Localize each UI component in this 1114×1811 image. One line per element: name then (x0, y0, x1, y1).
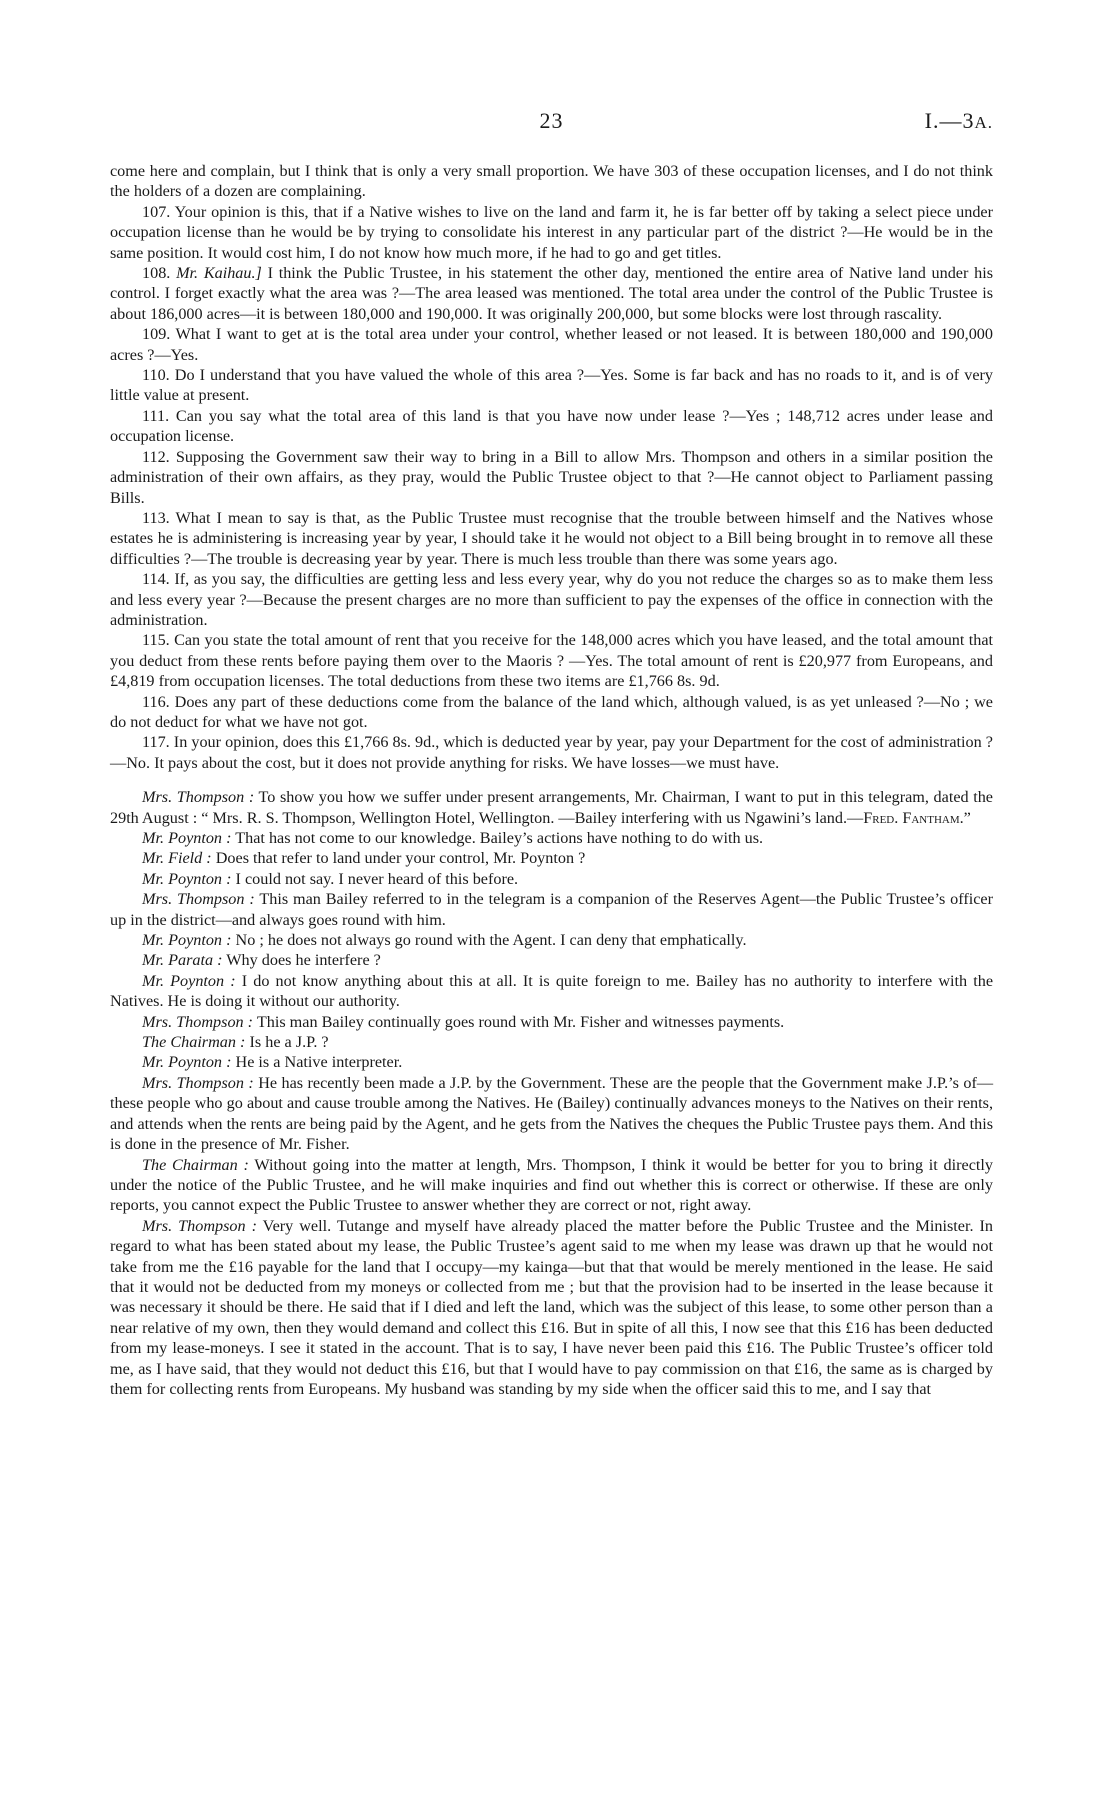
paper-reference-main: I.—3 (924, 108, 975, 133)
speaker-name: Mrs. Thompson : (142, 1216, 257, 1235)
closing-quote: ” (963, 808, 971, 827)
question-111: 111. Can you say what the total area of this land is that you have now under lease ?—Yes ; 148,712 acres under lease and occupation license. (110, 406, 993, 446)
dialogue-entry (110, 869, 993, 889)
speaker-name: Mr. Field : (142, 849, 212, 868)
paper-reference (925, 108, 993, 134)
section-gap (110, 773, 993, 787)
dialogue-entry (110, 848, 993, 868)
dialogue-text: He is a Native interpreter. (235, 1053, 403, 1072)
dialogue-text: To show you how we suffer under present arrangements, Mr. Chairman, I want to put in this telegram, dated the 29th August : “ Mrs. R. S. Thompson, Wellington Hotel, Wellington. —Bailey interfering with us Ngawini’s land.— (110, 788, 993, 827)
dialogue-entry (110, 971, 993, 1012)
dialogue-entry (110, 1155, 993, 1216)
body-text (110, 161, 993, 1399)
speaker-name: The Chairman : (142, 1155, 249, 1174)
speaker-name: Mr. Poynton : (142, 829, 232, 847)
page-header (110, 108, 993, 138)
dialogue-text: Why does he interfere ? (226, 951, 381, 970)
question-109: 109. What I want to get at is the total area under your control, whether leased or not leased. It is between 180,000 and 190,000 acres ?—Yes. (110, 325, 993, 364)
dialogue-entry (110, 950, 993, 970)
dialogue-entry (110, 1032, 993, 1052)
question-number: 108. (142, 264, 171, 283)
dialogue-entry (110, 1012, 993, 1032)
question-116: 116. Does any part of these deductions come from the balance of the land which, although valued, is as yet unleased ?—No ; we do not deduct for what we have not got. (110, 692, 993, 731)
dialogue-entry (110, 1052, 993, 1072)
dialogue-entry (110, 828, 993, 848)
speaker-name: Mrs. Thompson : (142, 1073, 254, 1092)
question-108 (110, 263, 993, 324)
dialogue-text: Very well. Tutange and myself have already placed the matter before the Public Trustee and the Minister. In regard to what has been stated about my lease, the Public Trustee’s agent said to me when my lease was drawn up that he would not take from me the £16 payable for the land that I occupy—my kainga—but that that would be merely mentioned in the lease. He said that it would not be deducted from my moneys or collected from me ; but that the provision had to be inserted in the lease because it was necessary it should be there. He said that if I died and left the land, which was the subject of this lease, to some other person than a near relative of my own, then they would demand and collect this £16. But in spite of all this, I now see that this £16 has been deducted from my lease-moneys. I see it stated in the account. That is to say, I have never been paid this £16. The Public Trustee’s officer told me, as I have said, that they would not deduct this £16, but that I would have to pay commission on that £16, the same as is charged by them for collecting rents from Europeans. My husband was standing by my side when the officer said this to me, and I say that (110, 1216, 993, 1398)
question-113: 113. What I mean to say is that, as the Public Trustee must recognise that the trouble between himself and the Natives whose estates he is administering is increasing year by year, I should take it he would not object to a Bill being brought in to remove all these difficulties ?—The trouble is decreasing year by year. There is much less trouble than there was some years ago. (110, 508, 993, 568)
speaker-name: Mr. Poynton : (142, 1053, 232, 1072)
dialogue-text: This man Bailey continually goes round with Mr. Fisher and witnesses payments. (256, 1012, 785, 1031)
speaker-name: Mrs. Thompson : (142, 1012, 254, 1031)
question-117: 117. In your opinion, does this £1,766 8s. 9d., which is deducted year by year, pay your Department for the cost of administration ?—No. It pays about the cost, but it does not provide anything for risks. We have losses—we must have. (110, 733, 993, 772)
dialogue-text: Is he a J.P. ? (249, 1033, 329, 1052)
dialogue-text: Does that refer to land under your control, Mr. Poynton ? (215, 849, 586, 868)
question-114: 114. If, as you say, the difficulties are getting less and less every year, why do you not reduce the charges so as to make them less and less every year ?—Because the present charges are no more than sufficient to pay the expenses of the office in connection with the administration. (110, 570, 993, 629)
speaker-name: Mr. Poynton : (142, 971, 236, 990)
question-text: I think the Public Trustee, in his statement the other day, mentioned the entire area of Native land under his control. I forget exactly what the area was ?—The area leased was mentioned. The total area under the control of the Public Trustee is about 186,000 acres—it is between 180,000 and 190,000. It was originally 200,000, but some blocks were lost through rascality. (110, 264, 993, 323)
dialogue-text: I could not say. I never heard of this before. (235, 869, 519, 888)
dialogue-entry (110, 787, 993, 828)
question-115: 115. Can you state the total amount of rent that you receive for the 148,000 acres which you have leased, and the total amount that you deduct from these rents before paying them over to the Maoris ? —Yes. The total amount of rent is £20,977 from Europeans, and £4,819 from occupation licenses. The total deductions from these two items are £1,766 8s. 9d. (110, 631, 993, 691)
question-110: 110. Do I understand that you have valued the whole of this area ?—Yes. Some is far back and has no roads to it, and is of very little value at present. (110, 366, 993, 405)
page-number: 23 (539, 108, 564, 133)
paragraph-continuation: come here and complain, but I think that is only a very small proportion. We have 303 of these occupation licenses, and I do not think the holders of a dozen are complaining. (110, 162, 993, 201)
dialogue-text: That has not come to our knowledge. Bailey’s actions have nothing to do with us. (235, 829, 764, 847)
speaker-name: Mr. Kaihau.] (176, 264, 262, 283)
speaker-name: Mr. Poynton : (142, 931, 232, 950)
telegram-signature: Fred. Fantham. (863, 808, 964, 827)
speaker-name: Mrs. Thompson : (142, 890, 255, 909)
speaker-name: Mr. Parata : (142, 951, 223, 970)
dialogue-text: No ; he does not always go round with the Agent. I can deny that emphatically. (235, 931, 747, 950)
dialogue-text: I do not know anything about this at all. It is quite foreign to me. Bailey has no authority to interfere with the Natives. He is doing it without our authority. (110, 971, 994, 1011)
question-107: 107. Your opinion is this, that if a Native wishes to live on the land and farm it, he is far better off by taking a select piece under occupation license than he would be by trying to consolidate his interest in any particular part of the district ?—He would be in the same position. It would cost him, I do not know how much more, if he had to go and get titles. (110, 202, 993, 262)
speaker-name: The Chairman : (142, 1033, 246, 1052)
speaker-name: Mr. Poynton : (142, 869, 232, 888)
question-112: 112. Supposing the Government saw their way to bring in a Bill to allow Mrs. Thompson and others in a similar position the administration of their own affairs, as they pray, would the Public Trustee object to that ?—He cannot object to Parliament passing Bills. (110, 447, 993, 507)
dialogue-text: This man Bailey referred to in the telegram is a companion of the Reserves Agent—the Public Trustee’s officer up in the district—and always goes round with him. (110, 890, 993, 929)
speaker-name: Mrs. Thompson : (142, 788, 255, 807)
dialogue-entry (110, 889, 993, 930)
dialogue-entry (110, 930, 993, 950)
dialogue-text: Without going into the matter at length, Mrs. Thompson, I think it would be better for you to bring it directly under the notice of the Public Trustee, and he will make inquiries and find out whether this is correct or otherwise. If these are only reports, you cannot expect the Public Trustee to answer whether they are correct or not, right away. (110, 1155, 993, 1215)
dialogue-entry (110, 1073, 993, 1155)
paper-reference-suffix: A. (974, 113, 993, 132)
dialogue-text: He has recently been made a J.P. by the Government. These are the people that the Government make J.P.’s of—these people who go about and cause trouble among the Natives. He (Bailey) continually advances moneys to the Natives on their rents, and attends when the rents are being paid by the Agent, and he gets from the Natives the cheques the Public Trustee pays them. And this is done in the presence of Mr. Fisher. (110, 1073, 994, 1154)
dialogue-entry (110, 1216, 993, 1400)
